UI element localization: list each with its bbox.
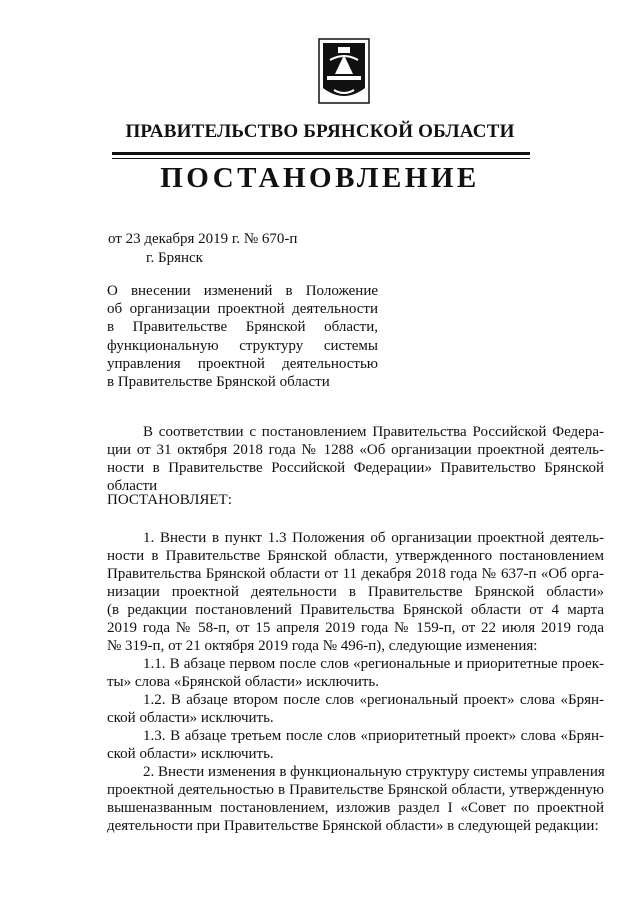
header-rule-thick <box>112 152 530 155</box>
resolves-heading: ПОСТАНОВЛЯЕТ: <box>107 492 232 508</box>
body-line: низации проектной деятельности в Правительстве Брянской области» <box>107 584 604 600</box>
body-line: 1. Внести в пункт 1.3 Положения об организации проектной деятель- <box>143 530 604 546</box>
body-line: деятельности при Правительстве Брянской области» в следующей редакции: <box>107 818 599 834</box>
body-line: проектной деятельностью в Правительстве Брянской области, утвержденную <box>107 782 604 798</box>
body-line: ты» слова «Брянской области» исключить. <box>107 674 380 690</box>
body-line: 1.2. В абзаце втором после слов «региональный проект» слова «Брян- <box>143 692 604 708</box>
subject-line: О внесении изменений в Положение <box>107 283 378 299</box>
subject-line: управления проектной деятельностью <box>107 355 378 372</box>
body-line: 2019 года № 58-п, от 15 апреля 2019 года № 159-п, от 22 июля 2019 года <box>107 620 604 636</box>
subject-line: в Правительстве Брянской области <box>107 373 330 390</box>
body-line: области <box>107 478 158 494</box>
body-line: ции от 31 октября 2018 года № 1288 «Об организации проектной деятель- <box>107 442 604 458</box>
organization-name: ПРАВИТЕЛЬСТВО БРЯНСКОЙ ОБЛАСТИ <box>125 121 515 142</box>
body-line: 1.3. В абзаце третьем после слов «приоритетный проект» слова «Брян- <box>143 728 604 744</box>
header-rule-thin <box>112 158 530 159</box>
body-line: (в редакции постановлений Правительства Брянской области от 4 марта <box>107 602 604 618</box>
body-line: № 319-п, от 21 октября 2019 года № 496-п), следующие изменения: <box>107 638 538 654</box>
body-line: ской области» исключить. <box>107 710 274 726</box>
coat-of-arms-emblem <box>318 38 370 104</box>
body-line: В соответствии с постановлением Правительства Российской Федера- <box>143 424 604 440</box>
date-number-line: от 23 декабря 2019 г. № 670-п <box>108 231 298 247</box>
subject-line: об организации проектной деятельности <box>107 301 378 318</box>
body-line: Правительства Брянской области от 11 декабря 2018 года № 637-п «Об орга- <box>107 566 604 582</box>
city-line: г. Брянск <box>146 250 203 266</box>
subject-block <box>107 282 378 391</box>
document-type-title: ПОСТАНОВЛЕНИЕ <box>160 162 480 194</box>
subject-line: функциональную структуру системы <box>107 337 378 354</box>
body-line: ской области» исключить. <box>107 746 274 762</box>
body-line: вышеназванным постановлением, изложив раздел I «Совет по проектной <box>107 800 604 816</box>
body-line: ности в Правительстве Брянской области, утвержденного постановлением <box>107 548 604 564</box>
subject-line: в Правительстве Брянской области, <box>107 319 378 336</box>
body-line: 1.1. В абзаце первом после слов «региональные и приоритетные проек- <box>143 656 604 672</box>
body-line: 2. Внести изменения в функциональную структуру системы управления <box>143 764 605 780</box>
body-line: ности в Правительстве Российской Федерации» Правительство Брянской <box>107 460 604 476</box>
